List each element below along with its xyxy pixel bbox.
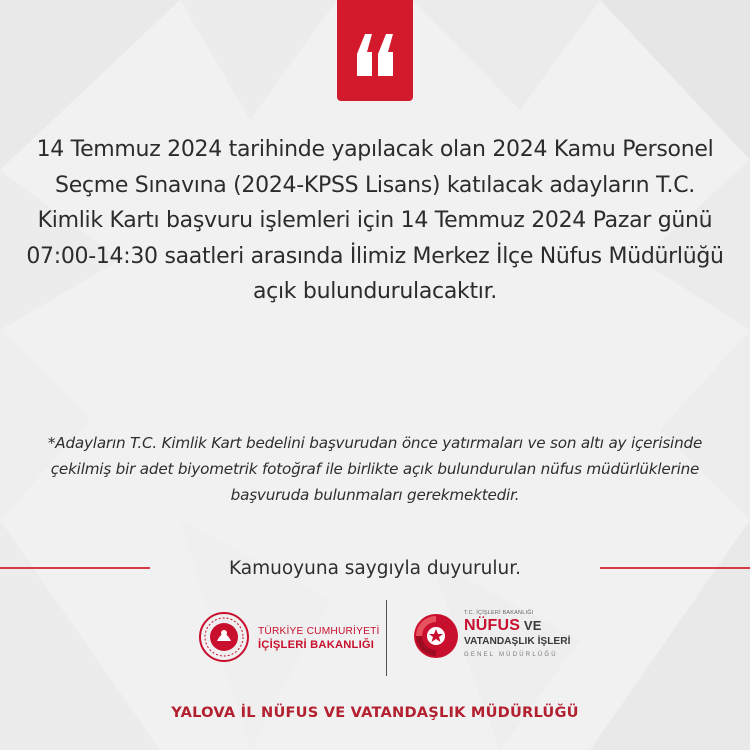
nvi-title-suffix: VE (520, 618, 542, 633)
nvi-title-name: NÜFUS (464, 617, 521, 634)
nvi-logo (412, 606, 592, 670)
divider-right (600, 567, 750, 569)
announcement-text: 14 Temmuz 2024 tarihinde yapılacak olan 2024 Kamu Personel Seçme Sınavına (2024-KPSS Lisans) katılacak adayların T.C. Kimlik Kartı başvuru işlemleri için 14 Temmuz 2024 Pazar günü 07:00-14:30 saatleri arasında İlimiz Merkez İlçe Nüfus Müdürlüğü açık bulundurulacaktır. (26, 137, 724, 304)
closing-text: Kamuoyuna saygıyla duyurulur. (228, 558, 522, 579)
nvi-title (464, 617, 542, 635)
quote-badge (337, 0, 413, 101)
footer-title: YALOVA İL NÜFUS VE VATANDAŞLIK MÜDÜRLÜĞÜ (171, 704, 579, 721)
nvi-emblem-icon (412, 612, 460, 660)
ministry-seal-icon (198, 611, 250, 663)
nvi-subtitle: VATANDAŞLIK İŞLERİ (464, 636, 571, 647)
ministry-logo (198, 611, 378, 671)
quote-icon (353, 30, 397, 76)
announcement-note: *Adayların T.C. Kimlik Kart bedelini başvurudan önce yatırmaları ve son altı ay içerisinde çekilmiş bir adet biyometrik fotoğraf ile birlikte açık bulundurulan nüfus müdürlüklerine başvuruda bulunmaları gerekmektedir. (47, 434, 703, 504)
ministry-name (258, 625, 388, 652)
nvi-ministry-label: T.C. İÇİŞLERİ BAKANLIĞI (464, 610, 534, 616)
logo-separator (386, 600, 387, 676)
ministry-name-line1: TÜRKİYE CUMHURİYETİ (258, 626, 380, 637)
nvi-directorate: GENEL MÜDÜRLÜĞÜ (464, 652, 558, 658)
ministry-name-line2: İÇİŞLERİ BAKANLIĞI (258, 639, 375, 651)
